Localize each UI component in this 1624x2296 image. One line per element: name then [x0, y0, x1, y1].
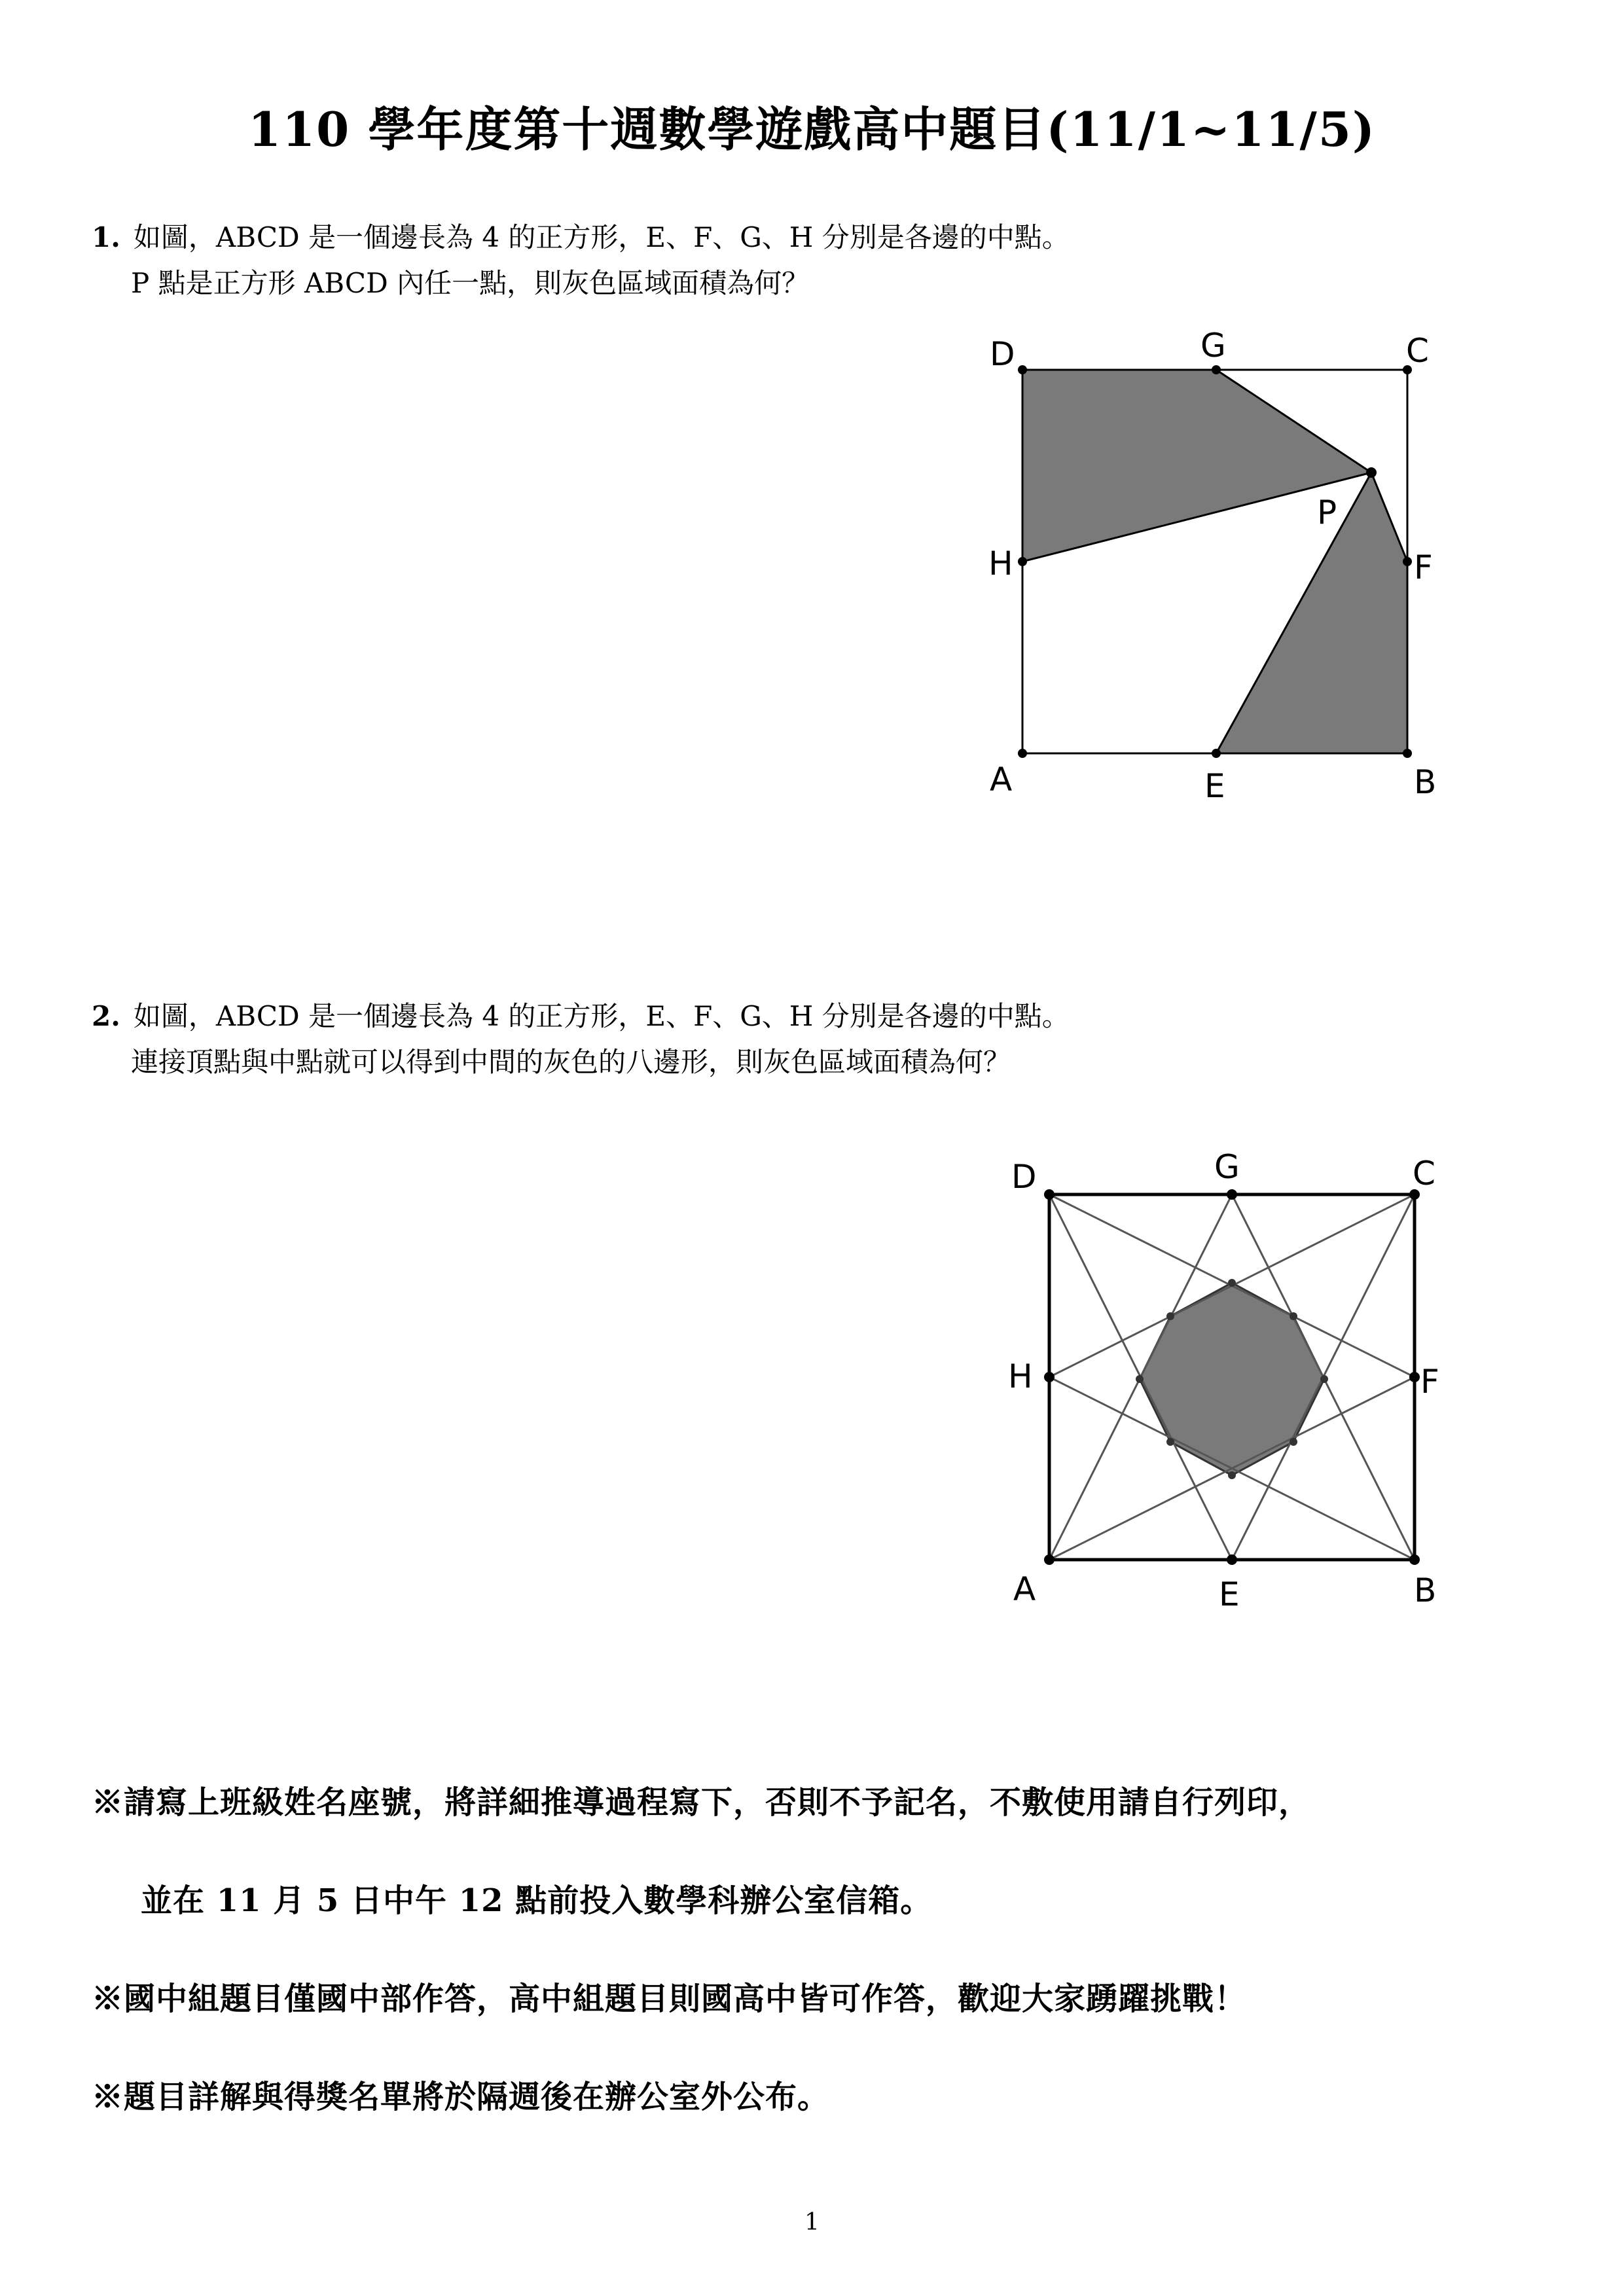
label-p: P — [1317, 493, 1337, 531]
question-1-number: 1. — [92, 221, 120, 253]
label-b-2: B — [1414, 1571, 1437, 1609]
question-2-text-1: 如圖，ABCD 是一個邊長為 4 的正方形，E、F、G、H 分別是各邊的中點。 — [133, 1000, 1070, 1032]
note-4: ※題目詳解與得獎名單將於隔週後在辦公室外公布。 — [92, 2079, 830, 2115]
shaded-region-top-left — [1022, 370, 1371, 562]
question-2-line-2: 連接頂點與中點就可以得到中間的灰色的八邊形，則灰色區域面積為何？ — [131, 1046, 1011, 1078]
question-2-line-1 — [92, 995, 1070, 1034]
label-c: C — [1406, 332, 1429, 370]
label-g: G — [1200, 327, 1226, 365]
label-f: F — [1414, 548, 1433, 586]
question-2-number: 2. — [92, 1000, 120, 1032]
label-e-2: E — [1219, 1575, 1240, 1613]
label-d: D — [990, 335, 1015, 373]
shaded-region-bottom-right — [1216, 473, 1407, 753]
label-h-2: H — [1008, 1357, 1033, 1395]
label-c-2: C — [1413, 1155, 1435, 1193]
note-1: ※請寫上班級姓名座號，將詳細推導過程寫下，否則不予記名，不敷使用請自行列印， — [92, 1784, 1311, 1821]
note-2: 並在 11 月 5 日中午 12 點前投入數學科辦公室信箱。 — [141, 1882, 933, 1919]
question-2-figure — [982, 1126, 1466, 1623]
label-f-2: F — [1420, 1363, 1439, 1401]
note-3: ※國中組題目僅國中部作答，高中組題目則國高中皆可作答，歡迎大家踴躍挑戰！ — [92, 1981, 1247, 2017]
page-number: 1 — [804, 2209, 820, 2236]
question-1-line-1 — [92, 216, 1070, 255]
question-1-line-2: P 點是正方形 ABCD 內任一點，則灰色區域面積為何？ — [131, 267, 810, 299]
label-a: A — [990, 761, 1013, 798]
question-1-text-1: 如圖，ABCD 是一個邊長為 4 的正方形，E、F、G、H 分別是各邊的中點。 — [133, 221, 1070, 253]
label-a-2: A — [1013, 1570, 1036, 1608]
shaded-octagon — [1140, 1283, 1324, 1475]
question-1-figure — [969, 314, 1466, 812]
label-e: E — [1204, 767, 1225, 805]
label-h: H — [988, 545, 1013, 583]
label-b: B — [1414, 763, 1437, 801]
label-g-2: G — [1214, 1148, 1240, 1186]
label-d-2: D — [1011, 1158, 1037, 1196]
page-title: 110 學年度第十週數學遊戲高中題目(11/1~11/5) — [247, 101, 1376, 157]
